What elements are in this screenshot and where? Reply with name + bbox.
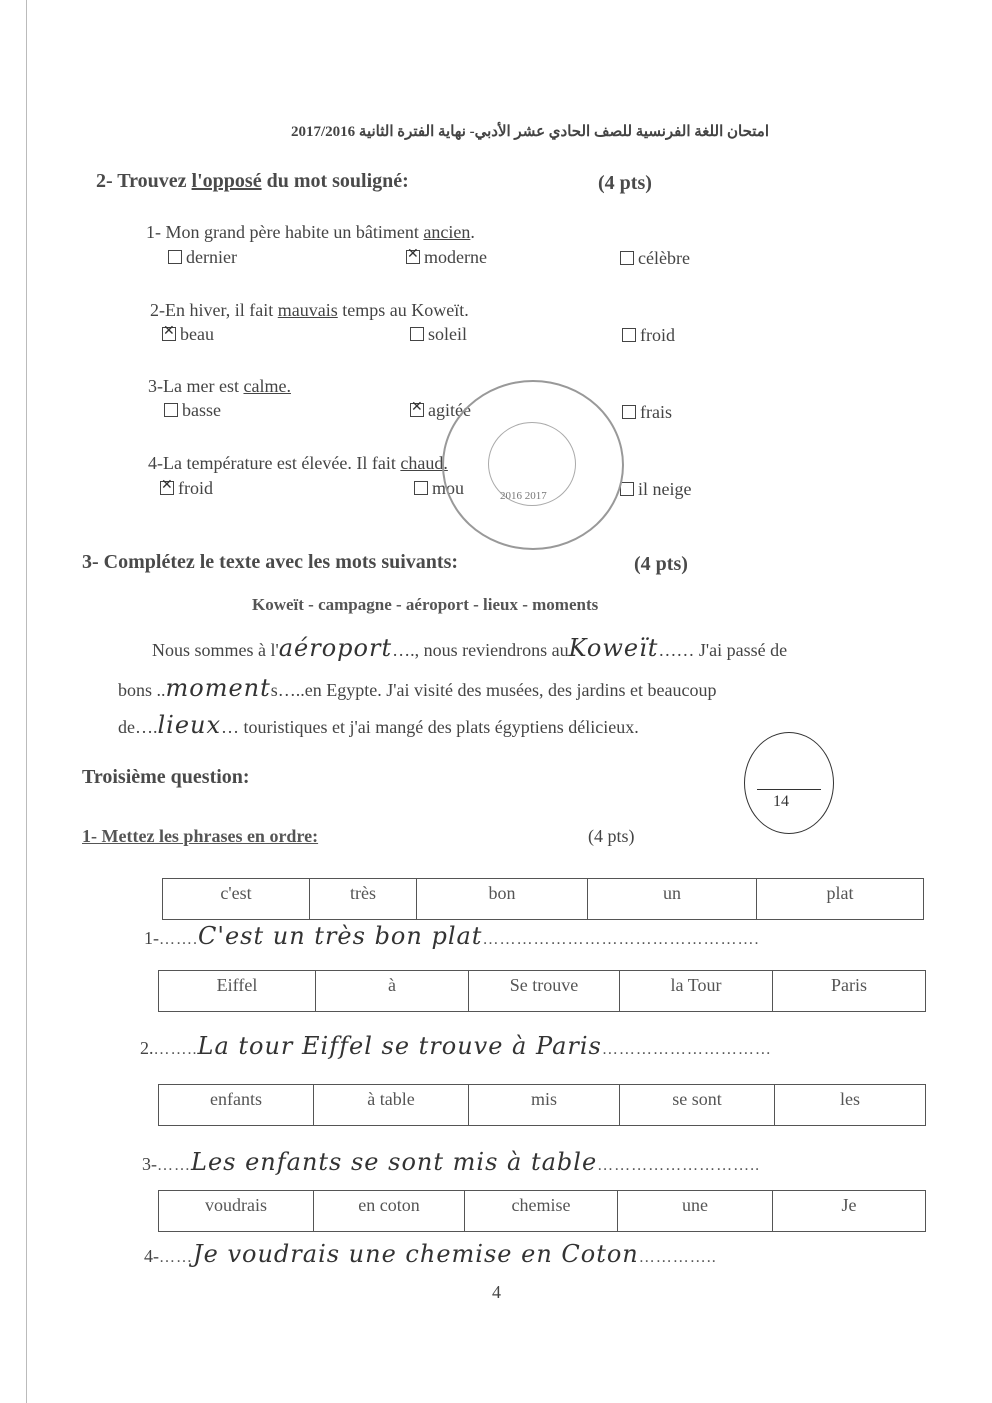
answer-line-4: 4-……Je voudrais une chemise en Coton………….. [144,1240,717,1268]
handwritten-answer: Koweït [568,634,659,662]
checkbox-icon[interactable] [164,403,178,417]
section-2-heading: 2- Trouvez l'opposé du mot souligné: [96,170,409,192]
word-cell: Paris [773,971,926,1012]
answer-line-1: 1-…….C'est un très bon plat…………………………………………. [144,922,760,950]
reorder-points: (4 pts) [588,826,635,846]
margin-line [26,0,27,1403]
word-table-2 [158,970,926,1012]
q3-option-a[interactable]: basse [164,400,221,421]
score-divider [757,789,821,790]
q2-option-c[interactable]: froid [622,325,675,346]
text-line-3: de….lieux… touristiques et j'ai mangé des plats égyptiens délicieux. [118,711,639,739]
answer-line-2: 2.……..La tour Eiffel se trouve à Paris………………………… [140,1032,772,1060]
word-cell: les [775,1085,926,1126]
word-cell: un [588,879,757,920]
section-2-points: (4 pts) [598,172,652,194]
handwritten-answer: La tour Eiffel se trouve à Paris [197,1032,602,1060]
score-value: 14 [773,793,789,810]
answer-line-3: 3-……Les enfants se sont mis à table……………………….. [142,1148,761,1176]
checked-checkbox-icon[interactable] [406,250,420,264]
checkbox-icon[interactable] [622,405,636,419]
word-table-3 [158,1084,926,1126]
word-cell: une [618,1191,773,1232]
question-3-heading: Troisième question: [82,766,250,788]
handwritten-answer: C'est un très bon plat [198,922,483,950]
word-cell: voudrais [159,1191,314,1232]
handwritten-answer: Je voudrais une chemise en Coton [193,1240,639,1268]
word-cell: se sont [620,1085,775,1126]
word-cell: Je [773,1191,926,1232]
word-cell: mis [469,1085,620,1126]
word-bank: Koweït - campagne - aéroport - lieux - moments [252,595,599,614]
question-3: 3-La mer est calme. [148,376,291,396]
question-1: 1- Mon grand père habite un bâtiment ancien. [146,222,475,242]
word-cell: enfants [159,1085,314,1126]
stamp-year: 2016 2017 [500,490,547,502]
word-table-4 [158,1190,926,1232]
word-cell: Se trouve [469,971,620,1012]
word-cell: en coton [314,1191,465,1232]
exam-header: امتحان اللغة الفرنسية للصف الحادي عشر الأدبي- نهاية الفترة الثانية 2017/2016 [291,124,769,140]
score-circle [744,732,834,834]
checkbox-icon[interactable] [410,327,424,341]
q1-option-b[interactable]: ✕ moderne [406,247,487,268]
handwritten-answer: moment [165,674,271,702]
page-number: 4 [492,1282,501,1302]
q1-option-c[interactable]: célèbre [620,248,690,269]
text-line-1: Nous sommes à l'aéroport…., nous reviendrons auKoweït…… J'ai passé de [152,634,788,662]
handwritten-answer: lieux [157,711,222,739]
q2-option-b[interactable]: soleil [410,324,467,345]
q1-option-a[interactable]: dernier [168,247,237,268]
q3-option-b[interactable]: ✕ agitée [410,400,471,421]
q4-option-c[interactable]: il neige [620,479,691,500]
official-stamp [442,380,624,550]
handwritten-answer: Les enfants se sont mis à table [191,1148,598,1176]
word-cell: très [310,879,417,920]
question-4: 4-La température est élevée. Il fait chaud. [148,453,448,473]
section-3-points: (4 pts) [634,553,688,575]
checkbox-icon[interactable] [622,328,636,342]
word-table-1 [162,878,924,920]
reorder-heading: 1- Mettez les phrases en ordre: [82,826,319,846]
q2-option-a[interactable]: ✕beau [162,324,214,345]
text-line-2: bons ..moments…..en Egypte. J'ai visité des musées, des jardins et beaucoup [118,674,717,702]
word-cell: c'est [163,879,310,920]
q4-option-a[interactable]: ✕froid [160,478,213,499]
checkbox-icon[interactable] [620,251,634,265]
checkbox-icon[interactable] [168,250,182,264]
q4-option-b[interactable]: mou [414,478,464,499]
section-3-heading: 3- Complétez le texte avec les mots suivants: [82,551,459,573]
q3-option-c[interactable]: frais [622,402,672,423]
word-cell: plat [757,879,924,920]
checkbox-icon[interactable] [620,482,634,496]
checked-checkbox-icon[interactable] [410,403,424,417]
handwritten-answer: aéroport [278,634,393,662]
word-cell: à table [314,1085,469,1126]
checked-checkbox-icon[interactable] [160,481,174,495]
word-cell: la Tour [620,971,773,1012]
word-cell: bon [417,879,588,920]
question-2: 2-En hiver, il fait mauvais temps au Koweït. [150,300,469,320]
checked-checkbox-icon[interactable] [162,327,176,341]
word-cell: chemise [465,1191,618,1232]
checkbox-icon[interactable] [414,481,428,495]
word-cell: Eiffel [159,971,316,1012]
word-cell: à [316,971,469,1012]
